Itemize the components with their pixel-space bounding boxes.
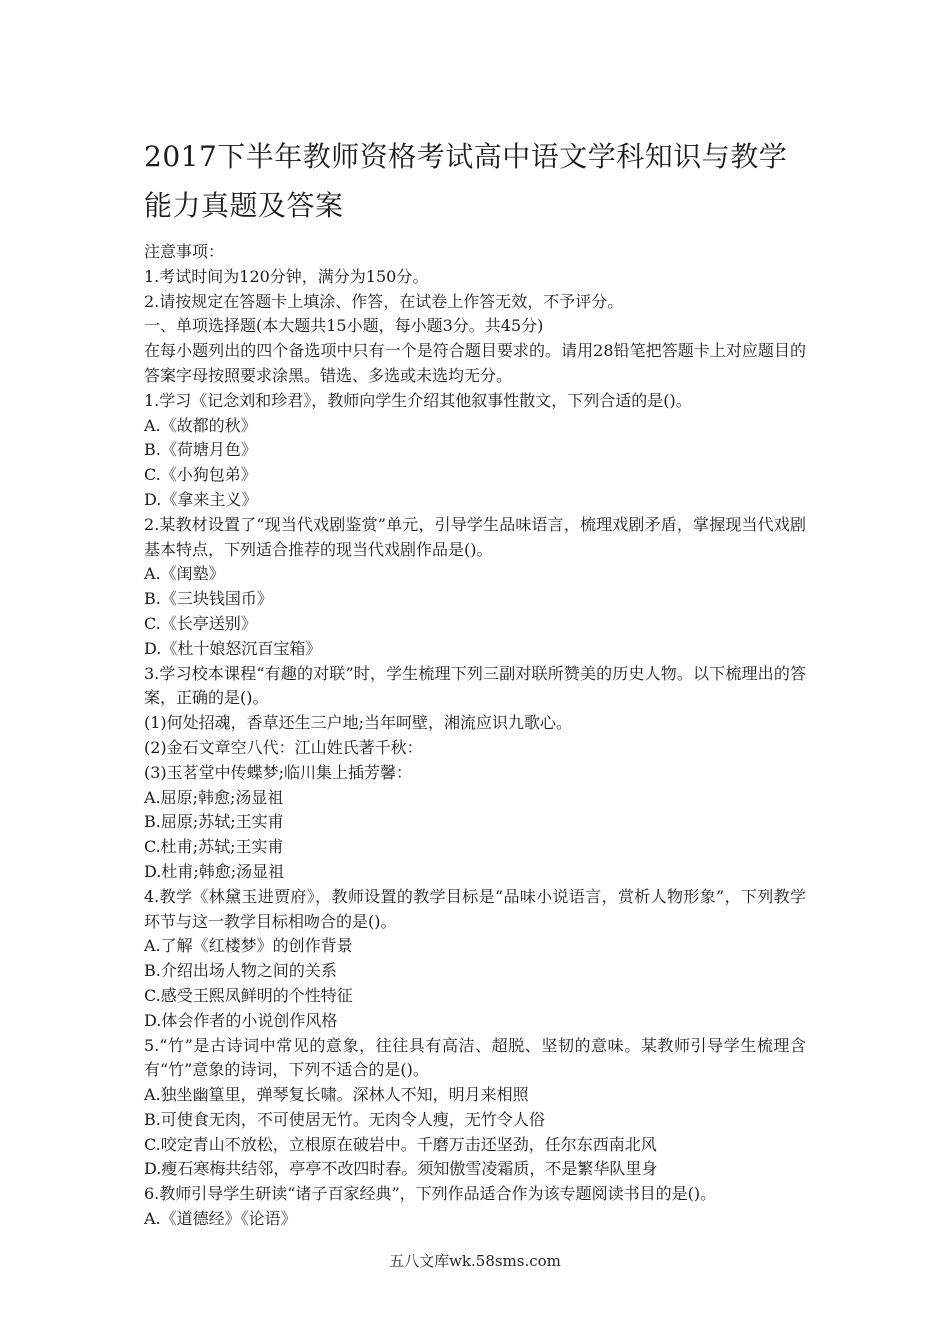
answer-option: C.杜甫;苏轼;王实甫 (144, 837, 284, 857)
question-stem: 3.学习校本课程“有趣的对联”时，学生梳理下列三副对联所赞美的历史人物。以下梳理出的答案，正确的是()。 (144, 663, 806, 708)
answer-option: B.《荷塘月色》 (144, 440, 257, 460)
answer-option: C.《长亭送别》 (144, 613, 257, 633)
document-title: 2017下半年教师资格考试高中语文学科知识与教学能力真题及答案 (144, 140, 788, 222)
notice-heading: 注意事项： (144, 242, 225, 261)
document-page (144, 0, 806, 1232)
notice-item: 1.考试时间为120分钟，满分为150分。 (144, 266, 429, 286)
question-stem: 5.“竹”是古诗词中常见的意象，往往具有高洁、超脱、坚韧的意味。某教师引导学生梳理含有“竹”意象的诗词，下列不适合的是()。 (144, 1035, 806, 1080)
answer-option: D.杜甫;韩愈;汤显祖 (144, 861, 285, 881)
answer-option: A.独坐幽篁里，弹琴复长啸。深林人不知，明月来相照 (144, 1085, 529, 1105)
answer-option: D.《拿来主义》 (144, 489, 258, 509)
answer-option: B.可使食无肉，不可使居无竹。无肉令人瘦，无竹令人俗 (144, 1109, 545, 1129)
footer-watermark: 五八文库wk.58sms.com (389, 1252, 561, 1270)
couplet: (3)玉茗堂中传蝶梦;临川集上插芳馨： (144, 762, 413, 782)
document-body (144, 240, 806, 1232)
answer-option: C.《小狗包弟》 (144, 465, 257, 485)
section-heading: 一、单项选择题(本大题共15小题，每小题3分。共45分) (144, 316, 544, 336)
answer-option: C.咬定青山不放松，立根原在破岩中。千磨万击还坚劲，任尔东西南北风 (144, 1134, 657, 1154)
couplet: (1)何处招魂，香草还生三户地;当年呵壁，湘流应识九歌心。 (144, 713, 573, 733)
answer-option: D.体会作者的小说创作风格 (144, 1010, 338, 1030)
answer-option: A.屈原;韩愈;汤显祖 (144, 787, 284, 807)
question-stem: 6.教师引导学生研读“诸子百家经典”，下列作品适合作为该专题阅读书目的是()。 (144, 1184, 717, 1204)
answer-option: B.屈原;苏轼;王实甫 (144, 812, 284, 832)
answer-option: C.感受王熙凤鲜明的个性特征 (144, 985, 353, 1005)
answer-option: D.瘦石寒梅共结邻，亭亭不改四时春。须知傲雪凌霜质，不是繁华队里身 (144, 1159, 658, 1179)
notice-item: 2.请按规定在答题卡上填涂、作答，在试卷上作答无效，不予评分。 (144, 291, 624, 311)
question-stem: 4.教学《林黛玉进贾府》，教师设置的教学目标是“品味小说语言，赏析人物形象”，下列教学环节与这一教学目标相吻合的是()。 (144, 886, 806, 931)
couplet: (2)金石文章空八代：江山姓氏著千秋： (144, 737, 423, 757)
answer-option: B.《三块钱国币》 (144, 589, 273, 609)
answer-option: A.《闺塾》 (144, 564, 225, 584)
answer-option: B.介绍出场人物之间的关系 (144, 961, 337, 981)
answer-option: A.了解《红楼梦》的创作背景 (144, 936, 353, 956)
answer-option: A.《故都的秋》 (144, 415, 257, 435)
section-instructions: 在每小题列出的四个备选项中只有一个是符合题目要求的。请用28铅笔把答题卡上对应题目的答案字母按照要求涂黑。错选、多选或未选均无分。 (144, 341, 806, 385)
question-stem: 1.学习《记念刘和珍君》，教师向学生介绍其他叙事性散文，下列合适的是()。 (144, 390, 692, 410)
answer-option: A.《道德经》《论语》 (144, 1209, 297, 1229)
answer-option: D.《杜十娘怒沉百宝箱》 (144, 638, 322, 658)
question-stem: 2.某教材设置了“现当代戏剧鉴赏”单元，引导学生品味语言，梳理戏剧矛盾，掌握现当代戏剧基本特点，下列适合推荐的现当代戏剧作品是()。 (144, 514, 806, 559)
